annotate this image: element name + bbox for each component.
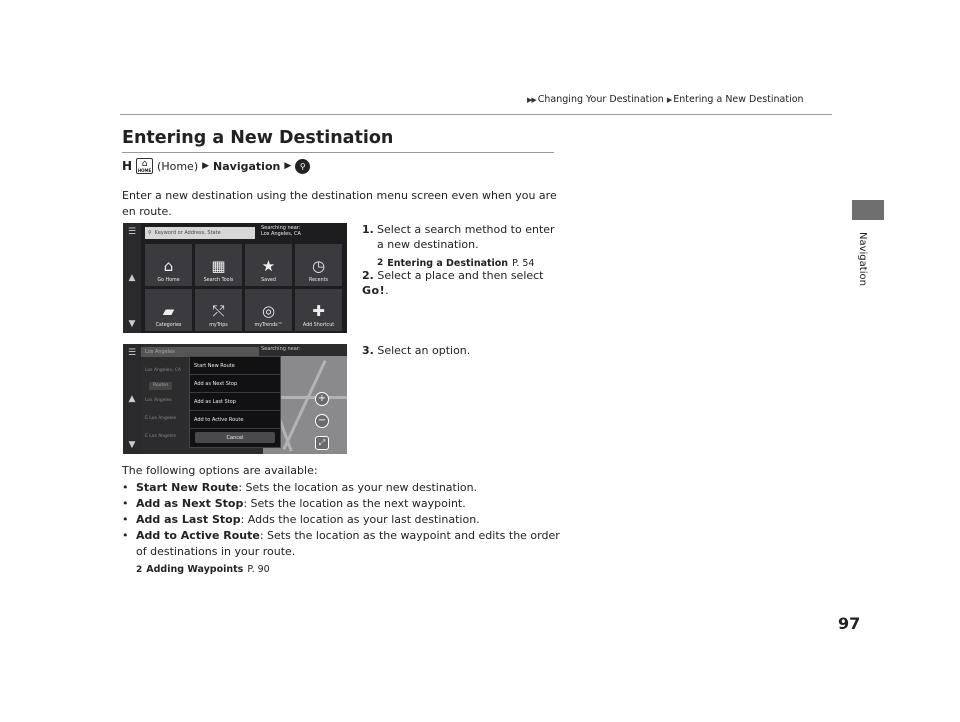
route-options-screenshot bbox=[123, 344, 347, 454]
h-glyph: H bbox=[122, 159, 133, 173]
trips-icon: ⤲ bbox=[212, 302, 225, 320]
reference-arrow-icon: 2 bbox=[136, 565, 143, 575]
options-list bbox=[122, 480, 562, 578]
intro-text: Enter a new destination using the destination menu screen even when you are en route. bbox=[122, 189, 557, 218]
cross-reference[interactable]: 2 Adding Waypoints P. 90 bbox=[136, 562, 562, 578]
step-text: Select an option. bbox=[377, 344, 471, 357]
step-3 bbox=[362, 343, 562, 358]
search-input: Los Angeles bbox=[141, 347, 259, 357]
header-divider bbox=[120, 114, 832, 115]
list-item: • Add as Last Stop: Adds the location as your last destination. bbox=[122, 513, 480, 526]
step-number: 3. bbox=[362, 344, 374, 357]
options-intro: The following options are available: bbox=[122, 464, 318, 477]
breadcrumb bbox=[527, 94, 804, 105]
search-tools-icon: ▦ bbox=[211, 257, 226, 275]
cancel-button: Cancel bbox=[195, 432, 275, 443]
tile-add-shortcut: ✚ Add Shortcut bbox=[295, 289, 342, 331]
plus-icon: ✚ bbox=[312, 302, 325, 320]
menu-item-add-last-stop: Add as Last Stop bbox=[190, 393, 280, 411]
cross-reference[interactable]: 2 Entering a Destination P. 54 bbox=[377, 258, 535, 269]
menu-icon: ☰ bbox=[127, 348, 137, 358]
step-text: Select a search method to enter a new destination. bbox=[377, 223, 555, 251]
list-item: Los Angeles, CA bbox=[145, 368, 181, 373]
step-2: 2. Select a place and then select Go!. bbox=[362, 269, 544, 297]
tile-recents: ◷ Recents bbox=[295, 244, 342, 286]
scroll-up-icon: ▲ bbox=[128, 273, 136, 283]
screen-side-controls bbox=[123, 344, 141, 454]
instruction-path bbox=[122, 158, 310, 174]
fullscreen-icon: ⤢ bbox=[315, 436, 329, 450]
screen-side-controls bbox=[123, 223, 141, 333]
triangle-icon: ▶ bbox=[666, 96, 672, 104]
section-label: Navigation bbox=[857, 232, 868, 286]
list-item: E Los Angeles bbox=[145, 434, 177, 439]
tile-search-tools: ▦ Search Tools bbox=[195, 244, 242, 286]
tile-go-home: ⌂ Go Home bbox=[145, 244, 192, 286]
clock-icon: ◷ bbox=[311, 257, 326, 275]
search-icon: ⚲ bbox=[295, 159, 310, 174]
home-icon: ⌂ bbox=[163, 257, 174, 275]
menu-icon: ☰ bbox=[127, 227, 137, 237]
categories-icon: ▰ bbox=[162, 302, 175, 320]
menu-item-add-next-stop: Add as Next Stop bbox=[190, 375, 280, 393]
step-text: Select a place and then select bbox=[377, 269, 544, 282]
section-tab bbox=[852, 200, 884, 220]
menu-item-add-active-route: Add to Active Route bbox=[190, 411, 280, 429]
list-item: • Add to Active Route: Sets the location as the waypoint and edits the order of destinations in your route. bbox=[122, 529, 560, 558]
searching-near: Searching near: Los Angeles, CA bbox=[261, 225, 301, 237]
search-menu-screenshot bbox=[123, 223, 347, 333]
list-item: Los Angeles bbox=[145, 398, 172, 403]
magnifier-icon: ⚲ bbox=[148, 230, 152, 236]
routes-button: Routes bbox=[149, 382, 172, 390]
breadcrumb-item[interactable]: Entering a New Destination bbox=[673, 94, 804, 105]
title-divider bbox=[122, 152, 554, 153]
star-icon: ★ bbox=[261, 257, 276, 275]
go-button-label: Go! bbox=[362, 284, 386, 297]
search-method-grid bbox=[145, 244, 345, 331]
scroll-down-icon: ▼ bbox=[128, 319, 136, 329]
list-item: • Start New Route: Sets the location as your new destination. bbox=[122, 481, 478, 494]
step-number: 1. bbox=[362, 223, 374, 236]
scroll-down-icon: ▼ bbox=[128, 440, 136, 450]
breadcrumb-item[interactable]: Changing Your Destination bbox=[537, 94, 664, 105]
zoom-in-icon: + bbox=[315, 392, 329, 406]
home-button-icon: ⌂ HOME bbox=[137, 158, 152, 173]
trends-icon: ◎ bbox=[261, 302, 276, 320]
search-input: ⚲ Keyword or Address, State bbox=[145, 227, 255, 239]
home-label: (Home) bbox=[157, 159, 199, 173]
navigation-label: Navigation bbox=[213, 159, 281, 173]
step-number: 2. bbox=[362, 269, 374, 282]
arrow-icon: ▶ bbox=[284, 161, 292, 171]
arrow-icon: ▶ bbox=[202, 161, 210, 171]
zoom-out-icon: − bbox=[315, 414, 329, 428]
list-item: E Los Angeles bbox=[145, 416, 177, 421]
tile-saved: ★ Saved bbox=[245, 244, 292, 286]
list-item: • Add as Next Stop: Sets the location as the next waypoint. bbox=[122, 497, 466, 510]
double-triangle-icon: ▶▶ bbox=[527, 96, 536, 104]
page-title: Entering a New Destination bbox=[122, 128, 394, 148]
tile-categories: ▰ Categories bbox=[145, 289, 192, 331]
reference-arrow-icon: 2 bbox=[377, 258, 384, 268]
step-1 bbox=[362, 222, 558, 271]
route-option-menu bbox=[189, 356, 281, 448]
searching-near: Searching near: bbox=[261, 346, 301, 352]
page-number: 97 bbox=[838, 614, 861, 633]
tile-mytrips: ⤲ myTrips bbox=[195, 289, 242, 331]
tile-mytrends: ◎ myTrends™ bbox=[245, 289, 292, 331]
scroll-up-icon: ▲ bbox=[128, 394, 136, 404]
menu-item-start-new-route: Start New Route bbox=[190, 357, 280, 375]
